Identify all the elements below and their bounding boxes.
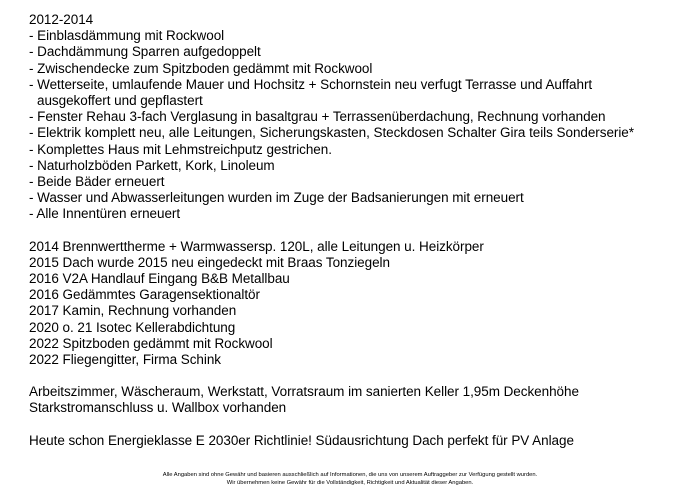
renovation-item: - Einblasdämmung mit Rockwool: [29, 28, 225, 44]
history-item: 2020 o. 21 Isotec Kellerabdichtung: [29, 319, 236, 335]
renovation-item: - Komplettes Haus mit Lehmstreichputz gestrichen.: [29, 141, 332, 157]
extras-line: Starkstromanschluss u. Wallbox vorhanden: [29, 400, 287, 416]
section-spacer: [29, 368, 689, 384]
disclaimer-footer: [0, 472, 700, 487]
disclaimer-line: Wir übernehmen keine Gewähr für die Vollständigkeit, Richtigkeit und Aktualität dieser Angaben.: [226, 479, 474, 486]
history-item: 2022 Fliegengitter, Firma Schink: [29, 352, 221, 368]
renovation-item: - Alle Innentüren erneuert: [29, 206, 181, 222]
disclaimer-line: Alle Angaben sind ohne Gewähr und basieren ausschließlich auf Informationen, die uns von unserem Auftraggeber zur Verfügung gestellt wurden.: [162, 472, 538, 478]
history-item: 2014 Brennwerttherme + Warmwassersp. 120L, alle Leitungen u. Heizkörper: [29, 238, 484, 254]
renovation-item: - Zwischendecke zum Spitzboden gedämmt mit Rockwool: [29, 60, 373, 76]
document-body: [29, 12, 689, 449]
renovation-item: - Fenster Rehau 3-fach Verglasung in basaltgrau + Terrassenüberdachung, Rechnung vorhanden: [29, 109, 606, 125]
renovation-item: - Wasser und Abwasserleitungen wurden im Zuge der Badsanierungen mit erneuert: [29, 190, 524, 206]
history-item: 2015 Dach wurde 2015 neu eingedeckt mit Braas Tonziegeln: [29, 254, 390, 270]
renovation-heading: 2012-2014: [29, 12, 94, 27]
history-item: 2016 Gedämmtes Garagensektionaltör: [29, 287, 260, 303]
renovation-item-continuation: ausgekoffert und gepflastert: [37, 93, 203, 109]
renovation-item: - Beide Bäder erneuert: [29, 174, 165, 190]
section-spacer: [29, 417, 689, 433]
extras-line: Arbeitszimmer, Wäscheraum, Werkstatt, Vorratsraum im sanierten Keller 1,95m Deckenhöhe: [29, 384, 579, 400]
history-item: 2016 V2A Handlauf Eingang B&B Metallbau: [29, 271, 290, 287]
history-item: 2017 Kamin, Rechnung vorhanden: [29, 303, 237, 319]
renovation-item: - Naturholzböden Parkett, Kork, Linoleum: [29, 157, 275, 173]
highlight-line: Heute schon Energieklasse E 2030er Richtlinie! Südausrichtung Dach perfekt für PV Anlage: [29, 432, 574, 448]
renovation-item: - Dachdämmung Sparren aufgedoppelt: [29, 44, 261, 60]
renovation-item: - Elektrik komplett neu, alle Leitungen, Sicherungskasten, Steckdosen Schalter Gira teils Sonderserie*: [29, 125, 634, 141]
history-item: 2022 Spitzboden gedämmt mit Rockwool: [29, 335, 273, 351]
renovation-item: - Wetterseite, umlaufende Mauer und Hochsitz + Schornstein neu verfugt Terrasse und Auffahrt: [29, 76, 593, 92]
section-spacer: [29, 223, 689, 239]
